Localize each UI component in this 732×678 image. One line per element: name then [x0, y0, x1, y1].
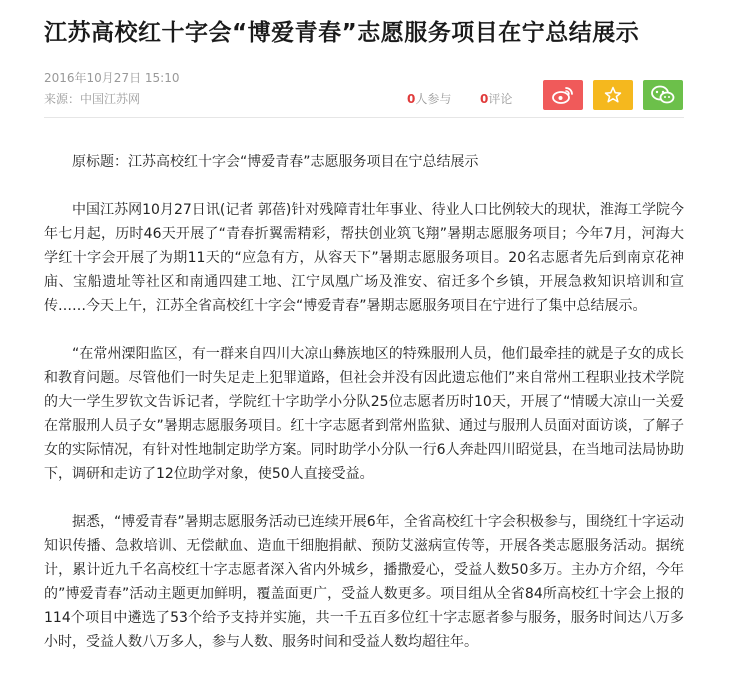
article-title: 江苏高校红十字会“博爱青春”志愿服务项目在宁总结展示	[44, 20, 640, 46]
share-weibo-button[interactable]	[543, 80, 583, 110]
star-icon	[604, 86, 622, 104]
comments-stat[interactable]	[480, 90, 512, 107]
article-paragraph: 中国江苏网10月27日讯(记者 郭蓓)针对残障青壮年事业、待业人口比例较大的现状，淮海工学院今年七月起，历时46天开展了“青春折翼需精彩，帮扶创业筑飞翔”暑期志愿服务项目；今年7月，河海大学红十字会开展了为期11天的“应急有方，从容天下”暑期志愿服务项目。20名志愿者先后到南京花神庙、宝船遗址等社区和南通四建工地、江宁凤凰广场及淮安、宿迁多个乡镇，开展急救知识培训和宣传……今天上午，江苏全省高校红十字会“博爱青春”暑期志愿服务项目在宁进行了集中总结展示。	[44, 202, 684, 314]
article-paragraph: 原标题：江苏高校红十字会“博爱青春”志愿服务项目在宁总结展示	[72, 154, 479, 170]
comments-label: 评论	[488, 92, 513, 106]
article-paragraph: 据悉，“博爱青春”暑期志愿服务活动已连续开展6年，全省高校红十字会积极参与，围绕红十字运动知识传播、急救培训、无偿献血、造血干细胞捐献、预防艾滋病宣传等，开展各类志愿服务活动。据统计，累计近九千名高校红十字志愿者深入省内外城乡，播撒爱心，受益人数50多万。主办方介绍，今年的”博爱青春”活动主题更加鲜明，覆盖面更广，受益人数更多。项目组从全省84所高校红十字会上报的114个项目中遴选了53个给予支持并实施，共一千五百多位红十字志愿者参与服务，服务时间达八万多小时，受益人数八万多人，参与人数、服务时间和受益人数均超往年。	[44, 514, 684, 650]
article-source: 来源：中国江苏网	[44, 92, 141, 106]
wechat-icon	[651, 85, 675, 105]
weibo-icon	[552, 86, 574, 104]
comments-count: 0	[480, 92, 489, 106]
article-paragraph: “在常州溧阳监区，有一群来自四川大凉山彝族地区的特殊服刑人员，他们最牵挂的就是子女的成长和教育问题。尽管他们一时失足走上犯罪道路，但社会并没有因此遗忘他们”来自常州工程职业技术学院的大一学生罗钦文告诉记者，学院红十字助学小分队25位志愿者历时10天，开展了“情暖大凉山一关爱在常服刑人员子女”暑期志愿服务项目。红十字志愿者到常州监狱、通过与服刑人员面对面访谈，了解子女的实际情况，有针对性地制定助学方案。同时助学小分队一行6人奔赴四川昭觉县，在当地司法局协助下，调研和走访了12位助学对象，使50人直接受益。	[44, 346, 684, 482]
header-divider	[44, 117, 684, 118]
favorite-button[interactable]	[593, 80, 633, 110]
participants-stat[interactable]	[407, 90, 451, 107]
article-body	[44, 150, 684, 678]
publish-date: 2016年10月27日 15:10	[44, 71, 180, 85]
participants-label: 人参与	[415, 92, 452, 106]
share-wechat-button[interactable]	[643, 80, 683, 110]
participants-count: 0	[407, 92, 416, 106]
